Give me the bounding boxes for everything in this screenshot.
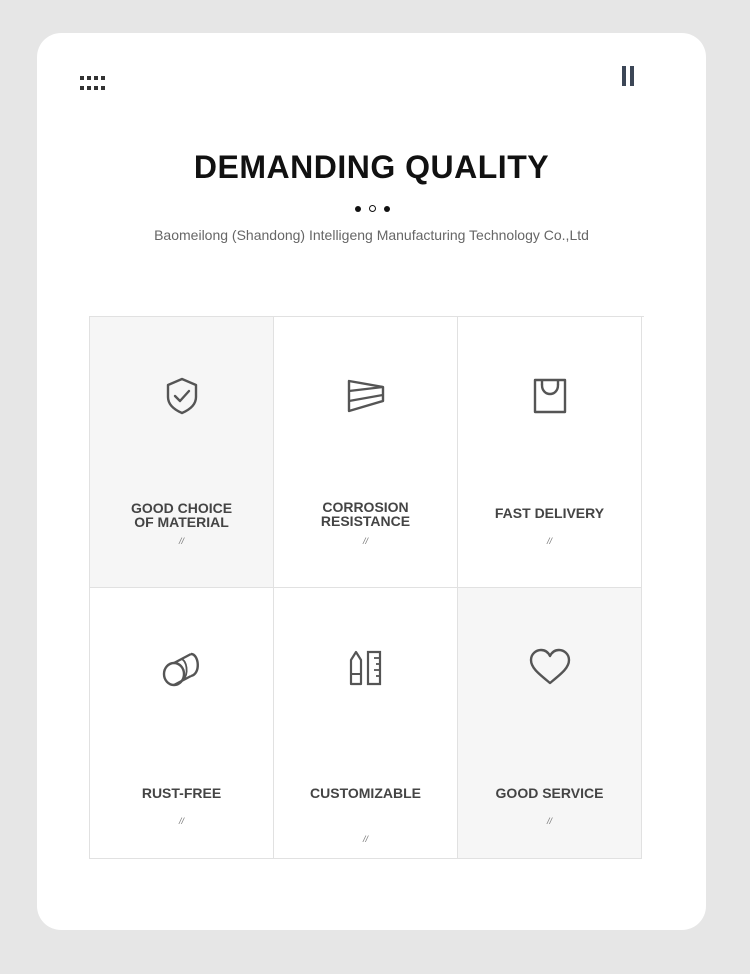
feature-label: GOOD CHOICE — [130, 500, 233, 516]
dot-hollow-icon — [369, 205, 376, 212]
feature-mark: // — [178, 816, 184, 826]
grid-dots-icon[interactable] — [80, 76, 106, 92]
shopping-bag-icon — [527, 373, 573, 419]
feature-mark: // — [178, 536, 184, 546]
shield-check-icon — [159, 373, 205, 419]
feature-mark: // — [362, 834, 368, 844]
feature-label: RUST-FREE — [141, 785, 222, 801]
feature-grid — [89, 316, 644, 859]
feature-mark: // — [362, 536, 368, 546]
cylinder-icon — [159, 644, 205, 690]
feature-mark: // — [546, 536, 552, 546]
content-card — [37, 33, 706, 930]
page-title: DEMANDING QUALITY — [193, 149, 550, 185]
feature-label: GOOD SERVICE — [495, 785, 604, 801]
feature-good-choice-of-material — [90, 317, 274, 588]
company-subtitle: Baomeilong (Shandong) Intelligeng Manufacturing Technology Co.,Ltd — [154, 227, 589, 243]
feature-label-line2: OF MATERIAL — [134, 514, 229, 530]
feature-mark: // — [546, 816, 552, 826]
pencil-ruler-icon — [343, 644, 389, 690]
dot-icon — [384, 206, 390, 212]
dot-icon — [355, 206, 361, 212]
pause-icon[interactable] — [620, 66, 636, 86]
feature-customizable — [274, 588, 458, 859]
heart-icon — [527, 644, 573, 690]
feature-label: FAST DELIVERY — [494, 505, 605, 521]
feature-rust-free — [90, 588, 274, 859]
feature-label: CUSTOMIZABLE — [310, 785, 421, 801]
feature-good-service — [458, 588, 642, 859]
feature-label-line2: RESISTANCE — [320, 513, 411, 529]
layers-icon — [343, 373, 389, 419]
feature-label: CORROSION — [322, 499, 409, 515]
feature-fast-delivery — [458, 317, 642, 588]
pagination-dots — [355, 205, 390, 212]
feature-corrosion-resistance — [274, 317, 458, 588]
